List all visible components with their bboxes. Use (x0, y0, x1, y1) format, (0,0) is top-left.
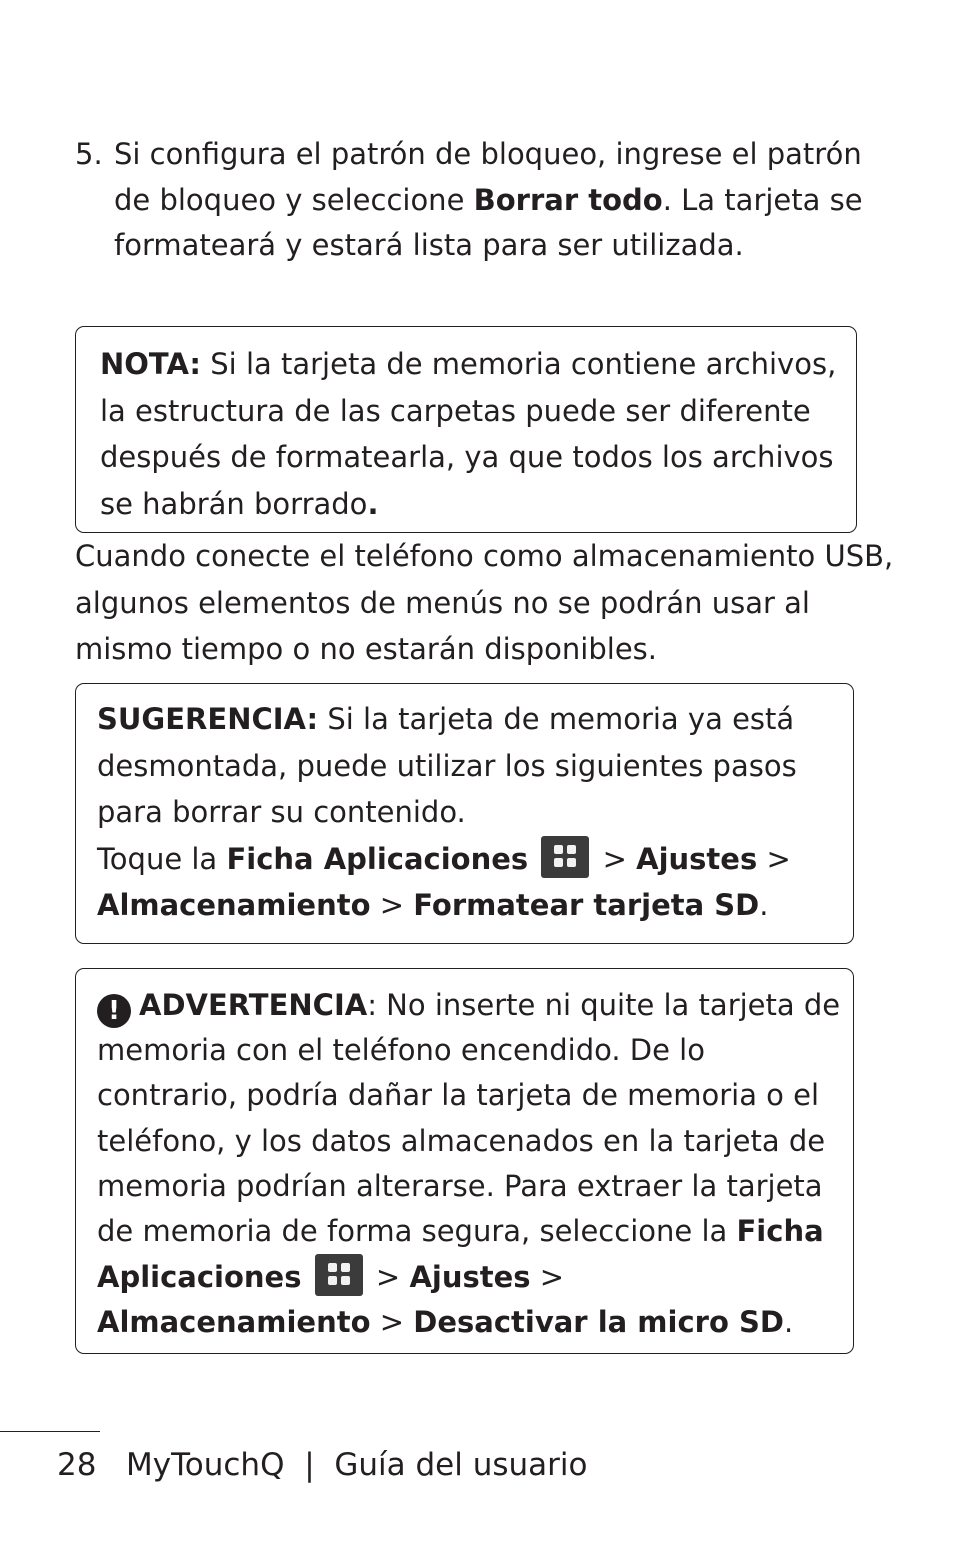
step-number: 5. (75, 137, 103, 171)
page-number: 28 (57, 1447, 97, 1483)
tip-text: Si la tarjeta de memoria ya está desmontada, puede utilizar los siguientes pasos para borrar su contenido. (97, 702, 797, 829)
erase-all-label: Borrar todo (473, 182, 663, 217)
page-footer (57, 1443, 588, 1487)
warning-label: ADVERTENCIA (139, 988, 368, 1022)
warning-text: : No inserte ni quite la tarjeta de memoria con el teléfono encendido. De lo contrario, podría dañar la tarjeta de memoria o el teléfono, y los datos almacenados en la tarjeta de memoria podrían alterarse. Para extraer la tarjeta de memoria de forma segura, seleccione la (97, 988, 841, 1249)
warning-sep-2: > (530, 1260, 565, 1295)
apps-grid-icon (541, 836, 589, 878)
tip-touch: Toque la (97, 841, 227, 876)
tip-format: Formatear tarjeta SD (413, 888, 760, 922)
tip-period: . (759, 888, 769, 922)
warning-apps-tab: Ficha Aplicaciones (97, 1214, 824, 1295)
step-text (114, 132, 875, 269)
tip-sep-1: > (593, 841, 637, 876)
warning-unmount: Desactivar la micro SD (413, 1305, 784, 1340)
tip-sep-3: > (370, 888, 414, 922)
warning-sep-3: > (370, 1305, 414, 1340)
apps-grid-icon (315, 1254, 363, 1296)
note-text: Si la tarjeta de memoria contiene archivos, la estructura de las carpetas puede ser diferente después de formatearla, ya que todos los archivos se habrán borrado (100, 347, 837, 521)
footer-divider: | (304, 1447, 315, 1483)
tip-sep-2: > (757, 841, 791, 876)
warning-sep-1: > (366, 1260, 410, 1295)
step-text-a: Si configura el patrón de bloqueo, ingrese el patrón de bloqueo y seleccione (114, 137, 862, 217)
tip-settings: Ajustes (636, 841, 758, 876)
warning-period: . (783, 1305, 794, 1340)
note-box (75, 326, 857, 533)
usb-paragraph: Cuando conecte el teléfono como almacenamiento USB, algunos elementos de menús no se podrán usar al mismo tiempo o no estarán disponibles. (75, 539, 894, 666)
tip-box (75, 683, 854, 944)
exclamation-icon: ! (97, 994, 131, 1028)
note-end: . (367, 486, 379, 521)
tip-apps-tab: Ficha Aplicaciones (226, 841, 529, 876)
footer-subtitle: Guía del usuario (334, 1447, 588, 1483)
footer-title: MyTouchQ (126, 1447, 285, 1483)
note-label: NOTA: (100, 347, 202, 381)
warning-settings: Ajustes (409, 1260, 531, 1295)
warning-box (75, 968, 854, 1354)
step-text-b: . La tarjeta se formateará y estará lista para ser utilizada. (114, 182, 863, 262)
tip-label: SUGERENCIA: (97, 702, 319, 736)
footer-rule (0, 1431, 100, 1432)
tip-storage: Almacenamiento (97, 888, 371, 922)
step-5 (75, 132, 875, 269)
warning-storage: Almacenamiento (97, 1305, 371, 1340)
